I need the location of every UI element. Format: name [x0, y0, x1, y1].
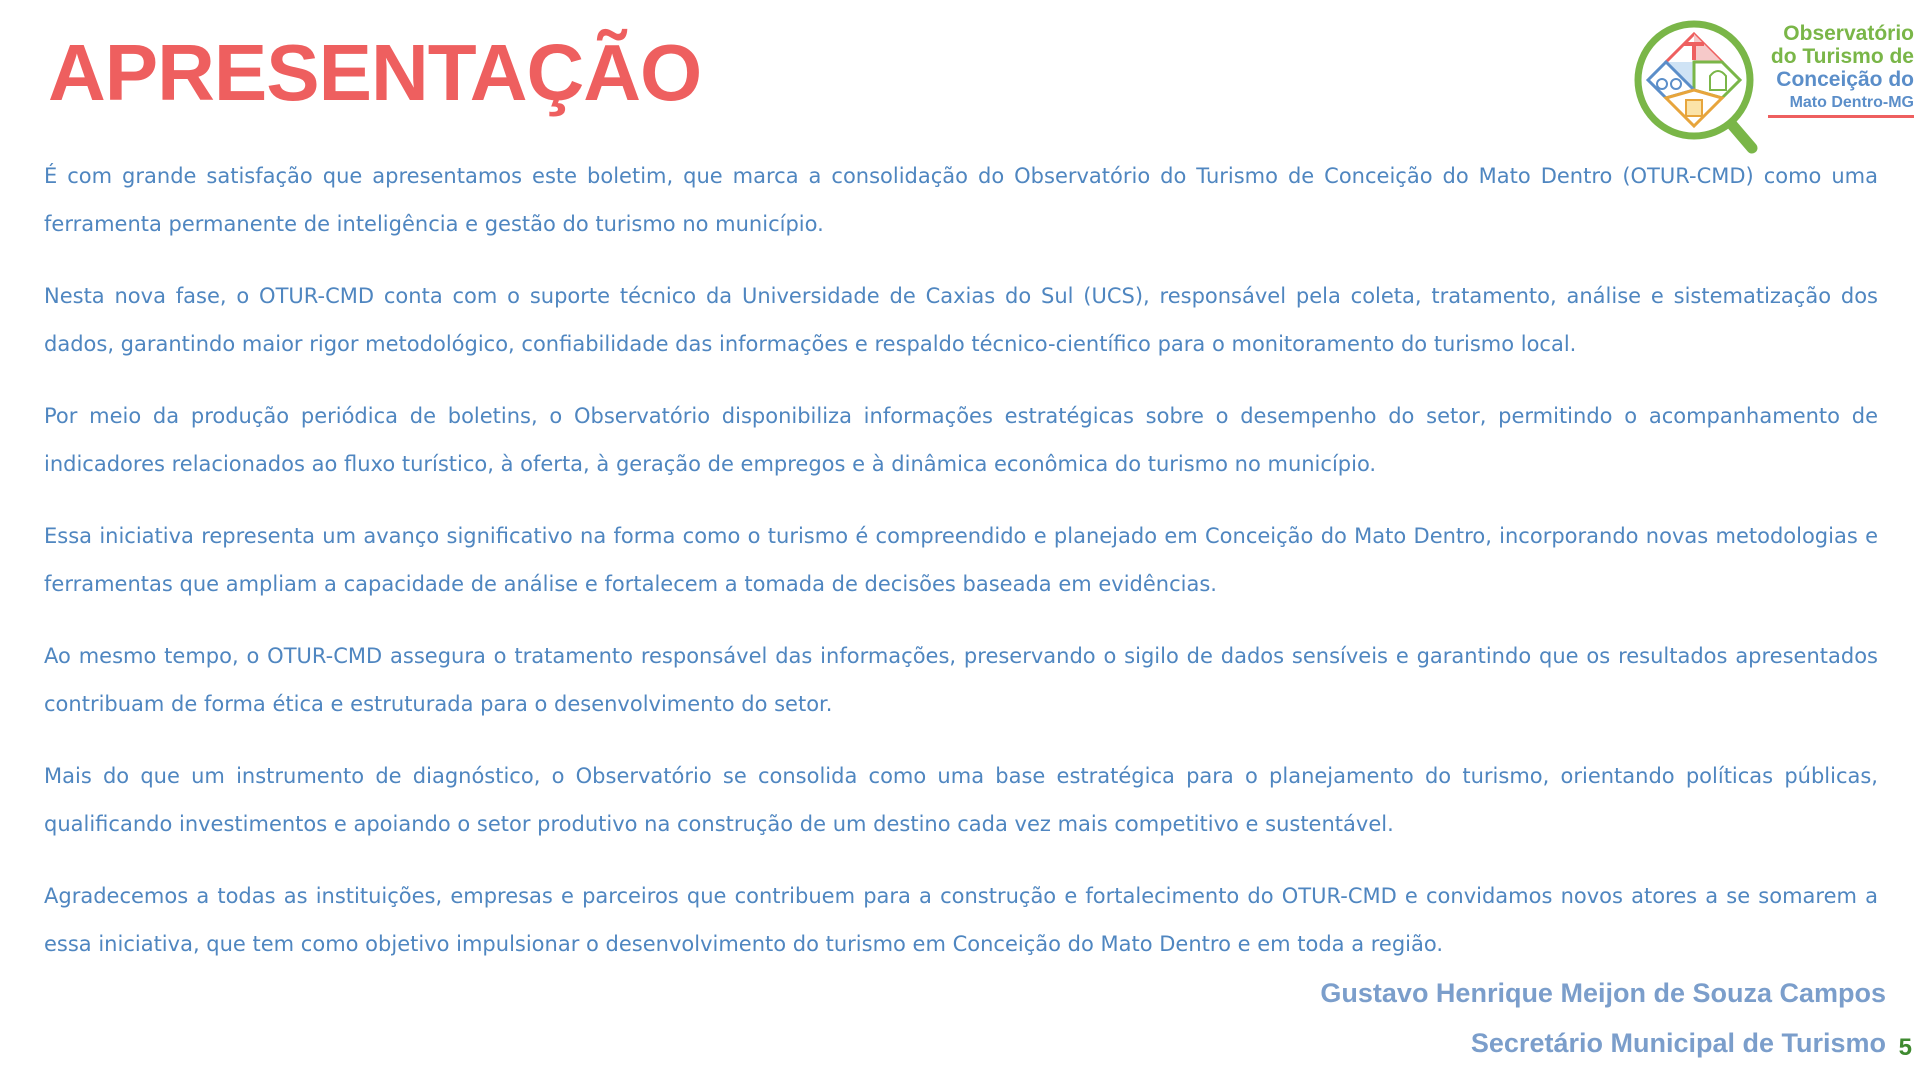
presentation-body — [44, 152, 1878, 992]
paragraph-7: Agradecemos a todas as instituições, empresas e parceiros que contribuem para a construção e fortalecimento do OTUR-CMD e convidamos novos atores a se somarem a essa iniciativa, que tem como objetivo impulsionar o desenvolvimento do turismo em Conceição do Mato Dentro e em toda a região. — [44, 884, 1878, 956]
paragraph-3: Por meio da produção periódica de boletins, o Observatório disponibiliza informações estratégicas sobre o desempenho do setor, permitindo o acompanhamento de indicadores relacionados ao fluxo turístico, à oferta, à geração de empregos e à dinâmica econômica do turismo no município. — [44, 404, 1878, 476]
paragraph-5: Ao mesmo tempo, o OTUR-CMD assegura o tratamento responsável das informações, preservando o sigilo de dados sensíveis e garantindo que os resultados apresentados contribuam de forma ética e estruturada para o desenvolvimento do setor. — [44, 644, 1878, 716]
observatory-logo — [1628, 14, 1914, 156]
magnifier-observatory-logo-icon — [1628, 14, 1758, 156]
signature-role: Secretário Municipal de Turismo — [1470, 1028, 1886, 1058]
logo-line-1: Observatório — [1783, 22, 1914, 45]
paragraph-2: Nesta nova fase, o OTUR-CMD conta com o suporte técnico da Universidade de Caxias do Sul (UCS), responsável pela coleta, tratamento, análise e sistematização dos dados, garantindo maior rigor metodológico, confiabilidade das informações e respaldo técnico-científico para o monitoramento do turismo local. — [44, 284, 1878, 356]
signature-name: Gustavo Henrique Meijon de Souza Campos — [1320, 978, 1886, 1008]
logo-text — [1768, 22, 1914, 118]
logo-line-3: Conceição do — [1776, 68, 1914, 91]
page-number: 5 — [1898, 1034, 1912, 1061]
paragraph-6: Mais do que um instrumento de diagnóstico, o Observatório se consolida como uma base estratégica para o planejamento do turismo, orientando políticas públicas, qualificando investimentos e apoiando o setor produtivo na construção de um destino cada vez mais competitivo e sustentável. — [44, 764, 1878, 836]
logo-line-2: do Turismo de — [1770, 45, 1914, 68]
paragraph-4: Essa iniciativa representa um avanço significativo na forma como o turismo é compreendido e planejado em Conceição do Mato Dentro, incorporando novas metodologias e ferramentas que ampliam a capacidade de análise e fortalecem a tomada de decisões baseada em evidências. — [44, 524, 1878, 596]
paragraph-1: É com grande satisfação que apresentamos este boletim, que marca a consolidação do Observatório do Turismo de Conceição do Mato Dentro (OTUR-CMD) como uma ferramenta permanente de inteligência e gestão do turismo no município. — [44, 164, 1878, 236]
page-title: APRESENTAÇÃO — [48, 28, 702, 117]
logo-line-4: Mato Dentro-MG — [1768, 93, 1914, 118]
